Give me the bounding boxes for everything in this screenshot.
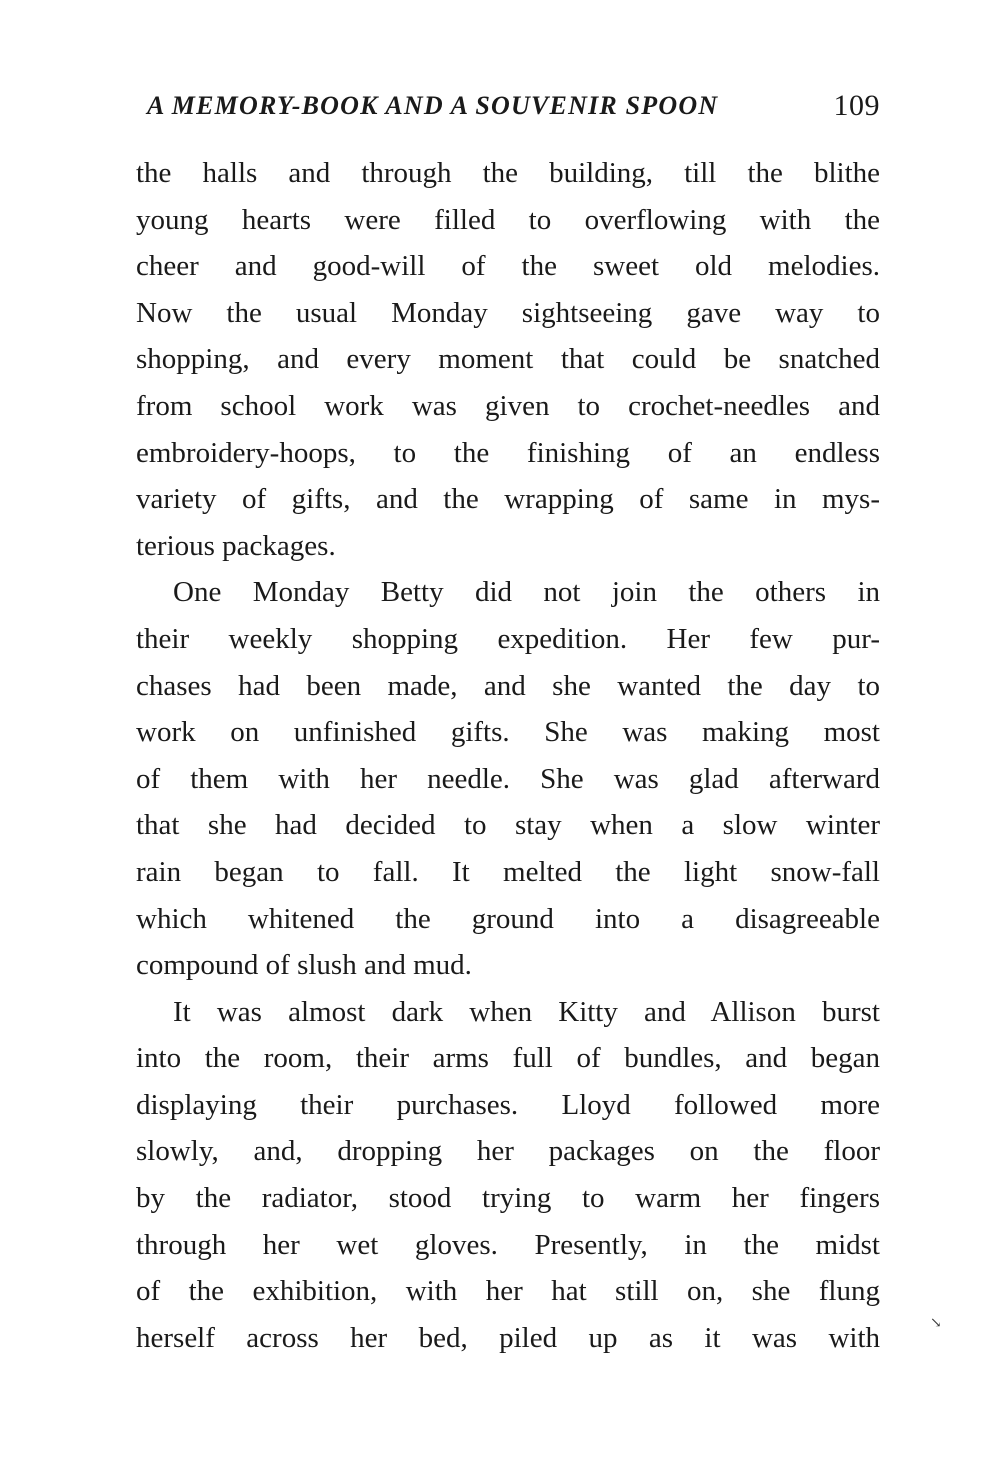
text-line: cheer and good-will of the sweet old melodies. — [136, 250, 880, 283]
running-head — [147, 86, 880, 126]
margin-mark-icon: ↘ — [930, 1316, 942, 1331]
text-line: their weekly shopping expedition. Her few pur- — [136, 622, 880, 655]
page-number: 109 — [833, 89, 880, 122]
text-line: from school work was given to crochet-needles and — [136, 389, 880, 422]
text-line: by the radiator, stood trying to warm her fingers — [136, 1182, 880, 1215]
text-line: which whitened the ground into a disagreeable — [136, 902, 880, 935]
body-text — [136, 150, 880, 1361]
text-line: of the exhibition, with her hat still on, she flung — [136, 1275, 880, 1308]
text-line: One Monday Betty did not join the others in — [173, 576, 880, 609]
text-line: work on unfinished gifts. She was making most — [136, 716, 880, 749]
paragraph-3 — [136, 989, 880, 1362]
text-line: through her wet gloves. Presently, in the midst — [136, 1228, 880, 1261]
text-line: shopping, and every moment that could be snatched — [136, 343, 880, 376]
running-title: A MEMORY-BOOK AND A SOUVENIR SPOON — [147, 91, 719, 120]
text-line: chases had been made, and she wanted the day to — [136, 669, 880, 702]
paragraph-1 — [136, 150, 880, 569]
text-line: that she had decided to stay when a slow winter — [136, 809, 880, 842]
text-line: variety of gifts, and the wrapping of same in mys- — [136, 483, 880, 516]
text-line: slowly, and, dropping her packages on the floor — [136, 1135, 880, 1168]
text-line: compound of slush and mud. — [136, 949, 472, 982]
text-line: Now the usual Monday sightseeing gave way to — [136, 296, 880, 329]
text-line: of them with her needle. She was glad afterward — [136, 762, 880, 795]
text-line: displaying their purchases. Lloyd followed more — [136, 1088, 880, 1121]
text-line: terious packages. — [136, 529, 336, 562]
text-line: embroidery-hoops, to the finishing of an endless — [136, 436, 880, 469]
text-line: the halls and through the building, till the blithe — [136, 157, 880, 189]
text-line: into the room, their arms full of bundles, and began — [136, 1042, 880, 1075]
text-line: young hearts were filled to overflowing with the — [136, 203, 880, 236]
text-line: herself across her bed, piled up as it was with — [136, 1321, 880, 1354]
paragraph-2 — [136, 569, 880, 988]
text-line: rain began to fall. It melted the light snow-fall — [136, 855, 880, 888]
text-line: It was almost dark when Kitty and Allison burst — [173, 995, 880, 1028]
